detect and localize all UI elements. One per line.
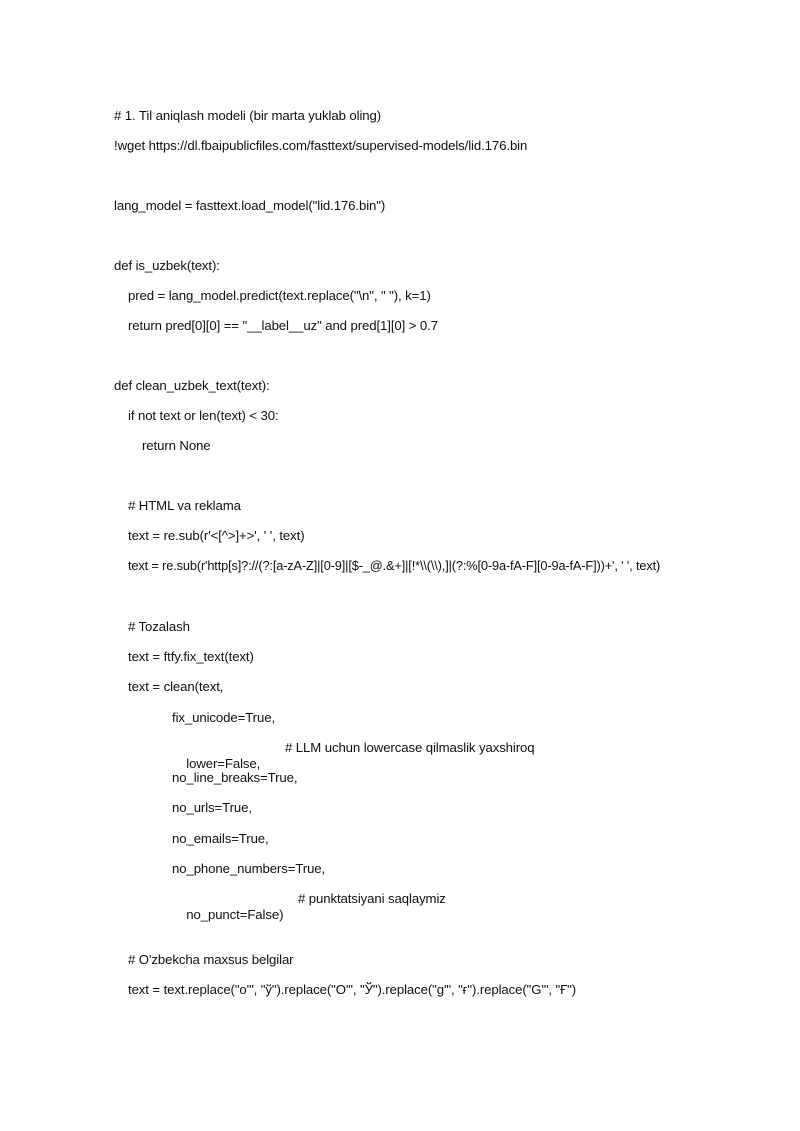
code-line-no-punct (172, 891, 446, 955)
code-token-lower: lower=False, (186, 756, 261, 771)
code-line-no-urls: no_urls=True, (172, 800, 252, 815)
code-line-def-is-uzbek: def is_uzbek(text): (114, 258, 220, 273)
code-line-comment-tozalash: # Tozalash (128, 619, 190, 634)
code-line-if-not-text: if not text or len(text) < 30: (128, 408, 279, 423)
code-line-no-line-breaks: no_line_breaks=True, (172, 770, 298, 785)
code-line-fix-unicode: fix_unicode=True, (172, 710, 276, 725)
code-line-re-sub-urls: text = re.sub(r'http[s]?://(?:[a-zA-Z]|[0-9]|[$-_@.&+]|[!*\\(\\),]|(?:%[0-9a-fA-F][0-9a-fA-F]))+', ' ', text) (128, 558, 661, 573)
code-comment-punktatsiya: # punktatsiyani saqlaymiz (298, 891, 446, 906)
code-line-pred: pred = lang_model.predict(text.replace("\n", " "), k=1) (128, 288, 431, 303)
code-line-no-phone-numbers: no_phone_numbers=True, (172, 861, 326, 876)
code-comment-lowercase: # LLM uchun lowercase qilmaslik yaxshiroq (285, 740, 535, 755)
code-line-comment-html: # HTML va reklama (128, 498, 241, 513)
code-line-re-sub-tags: text = re.sub(r'<[^>]+>', ' ', text) (128, 528, 305, 543)
code-line-load-model: lang_model = fasttext.load_model("lid.176.bin") (114, 198, 386, 213)
code-token-no-punct: no_punct=False) (186, 907, 284, 922)
code-line-def-clean: def clean_uzbek_text(text): (114, 378, 270, 393)
code-line-replace-chars: text = text.replace("o'", "ў").replace("O'", "Ў").replace("g'", "ғ").replace("G'", "Ғ") (128, 982, 577, 997)
code-line-no-emails: no_emails=True, (172, 831, 269, 846)
code-line-return-none: return None (142, 438, 211, 453)
code-line-return-pred: return pred[0][0] == "__label__uz" and pred[1][0] > 0.7 (128, 318, 438, 333)
code-line-ftfy: text = ftfy.fix_text(text) (128, 649, 254, 664)
code-line-wget: !wget https://dl.fbaipublicfiles.com/fasttext/supervised-models/lid.176.bin (114, 138, 528, 153)
code-line-clean-call: text = clean(text, (128, 679, 224, 694)
code-line-comment-uzbek-chars: # O'zbekcha maxsus belgilar (128, 952, 294, 967)
code-line-comment-title: # 1. Til aniqlash modeli (bir marta yuklab oling) (114, 108, 382, 123)
